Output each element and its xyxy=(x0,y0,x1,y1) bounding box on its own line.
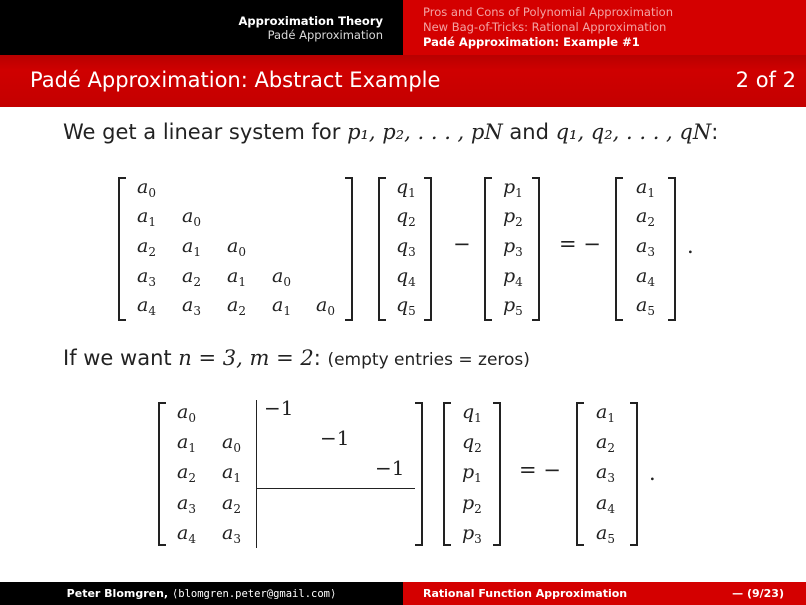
unknowns-vector-entry: $q_1$ xyxy=(462,401,482,425)
a-vector-entry: $a_2$ xyxy=(636,205,655,229)
a-vector-left-bracket xyxy=(615,177,623,321)
a-vector-entry: $a_3$ xyxy=(636,235,655,259)
header-subsection-panel xyxy=(403,0,806,55)
unknowns-vector-entry: $q_2$ xyxy=(462,431,482,455)
matrix-entry: $a_3$ xyxy=(222,522,241,546)
p-vector-right-bracket xyxy=(532,177,540,321)
matrix-entry: $a_1$ xyxy=(227,265,246,289)
q-sequence: q₁, q₂, . . . , qN xyxy=(555,120,712,144)
matrix-entry: $a_0$ xyxy=(227,235,246,259)
intro-sentence xyxy=(63,120,718,144)
matrix-entry: $a_4$ xyxy=(137,294,156,318)
block-separator-vertical xyxy=(256,400,257,548)
footer-author-panel xyxy=(0,582,403,605)
p-vector-entry: $p_1$ xyxy=(503,176,523,200)
special-case-text: If we want xyxy=(63,346,179,370)
degree-condition: n = 3, m = 2 xyxy=(178,346,314,370)
p-vector-entry: $p_4$ xyxy=(503,265,523,289)
period: . xyxy=(687,234,694,258)
matrix-entry: $a_0$ xyxy=(177,401,196,425)
a-vector-left-bracket xyxy=(576,402,584,546)
unknowns-vector-left-bracket xyxy=(443,402,451,546)
matrix-entry: −1 xyxy=(264,396,294,420)
matrix-entry: $a_2$ xyxy=(177,461,196,485)
equals-minus-sign: = − xyxy=(519,458,561,482)
a-vector-right-bracket xyxy=(668,177,676,321)
q-vector-left-bracket xyxy=(378,177,386,321)
a-vector-entry: $a_3$ xyxy=(596,461,615,485)
header-section-panel xyxy=(0,0,403,55)
subsection-link-pros-cons[interactable]: Pros and Cons of Polynomial Approximation xyxy=(423,5,674,19)
colon-text: : xyxy=(711,120,719,144)
subsection-link-bag-of-tricks[interactable]: New Bag-of-Tricks: Rational Approximation xyxy=(423,20,667,34)
matrix-entry: $a_2$ xyxy=(227,294,246,318)
matrix-entry: $a_2$ xyxy=(182,265,201,289)
minus-sign: − xyxy=(453,232,471,256)
a-vector-right-bracket xyxy=(630,402,638,546)
unknowns-vector-right-bracket xyxy=(493,402,501,546)
special-case-sentence xyxy=(63,346,530,370)
matrix-entry: $a_4$ xyxy=(177,522,196,546)
a-vector-entry: $a_1$ xyxy=(596,401,615,425)
matrix-entry: $a_0$ xyxy=(137,176,156,200)
matrix-entry: −1 xyxy=(320,426,350,450)
q-vector-entry: $q_2$ xyxy=(396,205,416,229)
matrix-entry: $a_0$ xyxy=(182,205,201,229)
special-case-colon: : xyxy=(313,346,328,370)
matrix-entry: $a_0$ xyxy=(222,431,241,455)
p-vector-left-bracket xyxy=(484,177,492,321)
matrix-entry: $a_3$ xyxy=(177,492,196,516)
footer-page-number: — (9/23) xyxy=(732,587,784,600)
unknowns-vector-entry: $p_1$ xyxy=(462,461,482,485)
matrix-entry: $a_3$ xyxy=(137,265,156,289)
q-vector-entry: $q_5$ xyxy=(396,294,416,318)
block-separator-horizontal xyxy=(256,488,415,489)
equals-minus-sign: = − xyxy=(559,232,601,256)
frame-counter: 2 of 2 xyxy=(735,68,796,92)
matrix-entry: $a_1$ xyxy=(177,431,196,455)
matrix-entry: $a_2$ xyxy=(222,492,241,516)
matrix-entry: $a_1$ xyxy=(272,294,291,318)
q-vector-right-bracket xyxy=(424,177,432,321)
empty-entries-note: (empty entries = zeros) xyxy=(327,350,530,370)
author-name: Peter Blomgren, xyxy=(66,587,172,600)
section-title[interactable]: Approximation Theory xyxy=(238,14,383,28)
a-vector-entry: $a_4$ xyxy=(636,265,655,289)
p-sequence: p₁, p₂, . . . , pN xyxy=(347,120,503,144)
matrix-entry: $a_2$ xyxy=(137,235,156,259)
period: . xyxy=(649,461,656,485)
footer-talk-panel xyxy=(403,582,806,605)
p-vector-entry: $p_5$ xyxy=(503,294,523,318)
section-subtitle[interactable]: Padé Approximation xyxy=(267,28,383,42)
matrix-entry: $a_0$ xyxy=(272,265,291,289)
and-text: and xyxy=(502,120,556,144)
a-vector-entry: $a_1$ xyxy=(636,176,655,200)
p-vector-entry: $p_2$ xyxy=(503,205,523,229)
frame-title-bar xyxy=(0,55,806,107)
a-vector-entry: $a_4$ xyxy=(596,492,615,516)
unknowns-vector-entry: $p_2$ xyxy=(462,492,482,516)
matrix-entry: $a_3$ xyxy=(182,294,201,318)
matrix-entry: $a_1$ xyxy=(137,205,156,229)
footer-talk-title: Rational Function Approximation xyxy=(423,587,628,600)
p-vector-entry: $p_3$ xyxy=(503,235,523,259)
frame-title: Padé Approximation: Abstract Example xyxy=(30,68,441,92)
matrix-right-bracket xyxy=(345,177,353,321)
footer-author xyxy=(0,587,403,600)
matrix-entry: $a_1$ xyxy=(222,461,241,485)
a-vector-entry: $a_5$ xyxy=(596,522,615,546)
a-vector-entry: $a_2$ xyxy=(596,431,615,455)
q-vector-entry: $q_1$ xyxy=(396,176,416,200)
matrix-entry: $a_0$ xyxy=(316,294,335,318)
q-vector-entry: $q_4$ xyxy=(396,265,416,289)
a-vector-entry: $a_5$ xyxy=(636,294,655,318)
matrix-left-bracket xyxy=(158,402,166,546)
intro-text: We get a linear system for xyxy=(63,120,348,144)
matrix-entry: $a_1$ xyxy=(182,235,201,259)
matrix-entry: −1 xyxy=(375,456,405,480)
author-email: ⟨blomgren.peter@gmail.com⟩ xyxy=(171,588,337,600)
q-vector-entry: $q_3$ xyxy=(396,235,416,259)
matrix-left-bracket xyxy=(118,177,126,321)
matrix-right-bracket xyxy=(415,402,423,546)
subsection-link-current[interactable]: Padé Approximation: Example #1 xyxy=(423,35,640,49)
unknowns-vector-entry: $p_3$ xyxy=(462,522,482,546)
